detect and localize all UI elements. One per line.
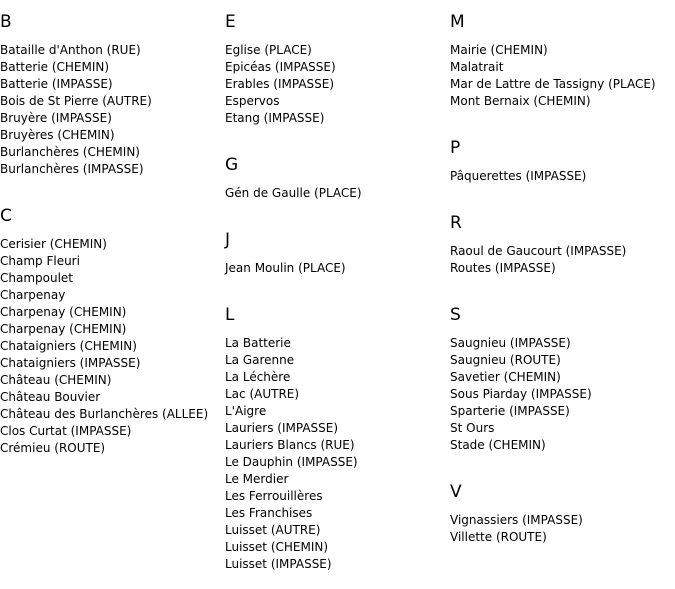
street-name: Chataigniers (IMPASSE) <box>0 356 141 370</box>
street-name: Lauriers Blancs (RUE) <box>225 438 355 452</box>
street-name: Le Merdier <box>225 472 289 486</box>
street-name: Vignassiers (IMPASSE) <box>450 513 583 527</box>
section-letter-heading: C <box>0 206 12 226</box>
section-letter-heading: G <box>225 155 239 175</box>
street-name: Jean Moulin (PLACE) <box>225 261 346 275</box>
street-name: Lac (AUTRE) <box>225 387 300 401</box>
section-spacer <box>450 546 675 562</box>
street-name: Le Dauphin (IMPASSE) <box>225 455 358 469</box>
section-letter-heading: R <box>450 213 462 233</box>
street-name: Les Franchises <box>225 506 313 520</box>
section-letter-heading: B <box>0 12 12 32</box>
street-index-column-1 <box>0 0 225 473</box>
letter-section <box>225 230 450 293</box>
letter-section <box>225 305 450 589</box>
street-name: Sous Piarday (IMPASSE) <box>450 387 592 401</box>
section-spacer <box>450 454 675 470</box>
section-spacer <box>450 110 675 126</box>
section-letter-heading: E <box>225 12 236 32</box>
letter-section <box>450 138 675 201</box>
street-name: Bois de St Pierre (AUTRE) <box>0 94 152 108</box>
street-name: Saugnieu (IMPASSE) <box>450 336 571 350</box>
street-name: Château Bouvier <box>0 390 101 404</box>
street-name: La Garenne <box>225 353 295 367</box>
street-name: Routes (IMPASSE) <box>450 261 556 275</box>
section-letter-heading: M <box>450 12 465 32</box>
section-letter-heading: L <box>225 305 235 325</box>
street-list <box>450 335 675 454</box>
street-name: Luisset (IMPASSE) <box>225 557 332 571</box>
letter-section <box>450 305 675 470</box>
letter-section <box>0 12 225 194</box>
section-letter-heading: P <box>450 138 461 158</box>
street-name: La Batterie <box>225 336 291 350</box>
street-name: Raoul de Gaucourt (IMPASSE) <box>450 244 627 258</box>
street-name: Gén de Gaulle (PLACE) <box>225 186 362 200</box>
street-name: Champoulet <box>0 271 74 285</box>
street-name: Burlanchères (CHEMIN) <box>0 145 140 159</box>
letter-section <box>0 206 225 473</box>
street-name: Bruyères (CHEMIN) <box>0 128 115 142</box>
street-name: La Léchère <box>225 370 291 384</box>
street-list <box>225 42 450 127</box>
street-name: Champ Fleuri <box>0 254 80 268</box>
street-name: Bataille d'Anthon (RUE) <box>0 43 141 57</box>
street-name: L'Aigre <box>225 404 267 418</box>
section-spacer <box>225 277 450 293</box>
street-name: Mont Bernaix (CHEMIN) <box>450 94 591 108</box>
street-list <box>450 168 675 185</box>
street-name: Cerisier (CHEMIN) <box>0 237 107 251</box>
street-list <box>225 260 450 277</box>
section-letter-heading: J <box>225 230 231 250</box>
street-index-column-2 <box>225 0 450 589</box>
street-list <box>450 42 675 110</box>
section-spacer <box>225 573 450 589</box>
street-name: St Ours <box>450 421 495 435</box>
street-name: Crémieu (ROUTE) <box>0 441 106 455</box>
street-name: Erables (IMPASSE) <box>225 77 335 91</box>
section-spacer <box>0 178 225 194</box>
street-list <box>450 512 675 546</box>
street-name: Burlanchères (IMPASSE) <box>0 162 144 176</box>
street-name: Espervos <box>225 94 280 108</box>
street-name: Charpenay <box>0 288 66 302</box>
street-name: Charpenay (CHEMIN) <box>0 322 127 336</box>
street-name: Château (CHEMIN) <box>0 373 112 387</box>
section-spacer <box>450 185 675 201</box>
section-letter-heading: V <box>450 482 462 502</box>
street-name: Bruyère (IMPASSE) <box>0 111 112 125</box>
street-list <box>225 185 450 202</box>
letter-section <box>450 213 675 293</box>
street-name: Epicéas (IMPASSE) <box>225 60 336 74</box>
street-name: Batterie (CHEMIN) <box>0 60 110 74</box>
street-name: Mar de Lattre de Tassigny (PLACE) <box>450 77 656 91</box>
letter-section <box>225 12 450 143</box>
letter-section <box>225 155 450 218</box>
street-name: Luisset (AUTRE) <box>225 523 321 537</box>
section-spacer <box>225 127 450 143</box>
street-name: Chataigniers (CHEMIN) <box>0 339 137 353</box>
street-list <box>0 236 225 457</box>
street-name: Eglise (PLACE) <box>225 43 312 57</box>
street-name: Etang (IMPASSE) <box>225 111 325 125</box>
street-name: Luisset (CHEMIN) <box>225 540 329 554</box>
section-spacer <box>450 277 675 293</box>
street-name: Stade (CHEMIN) <box>450 438 546 452</box>
street-name: Mairie (CHEMIN) <box>450 43 548 57</box>
section-letter-heading: S <box>450 305 461 325</box>
street-name: Batterie (IMPASSE) <box>0 77 113 91</box>
street-name: Lauriers (IMPASSE) <box>225 421 339 435</box>
section-spacer <box>0 457 225 473</box>
letter-section <box>450 12 675 126</box>
street-name: Villette (ROUTE) <box>450 530 547 544</box>
street-index-column-3 <box>450 0 675 562</box>
street-list <box>450 243 675 277</box>
street-name: Charpenay (CHEMIN) <box>0 305 127 319</box>
street-name: Les Ferrouillères <box>225 489 323 503</box>
street-name: Savetier (CHEMIN) <box>450 370 561 384</box>
street-list <box>225 335 450 573</box>
street-name: Sparterie (IMPASSE) <box>450 404 570 418</box>
street-name: Saugnieu (ROUTE) <box>450 353 561 367</box>
letter-section <box>450 482 675 562</box>
street-name: Malatrait <box>450 60 504 74</box>
section-spacer <box>225 202 450 218</box>
street-name: Château des Burlanchères (ALLEE) <box>0 407 209 421</box>
street-name: Clos Curtat (IMPASSE) <box>0 424 132 438</box>
street-name: Pâquerettes (IMPASSE) <box>450 169 587 183</box>
street-list <box>0 42 225 178</box>
